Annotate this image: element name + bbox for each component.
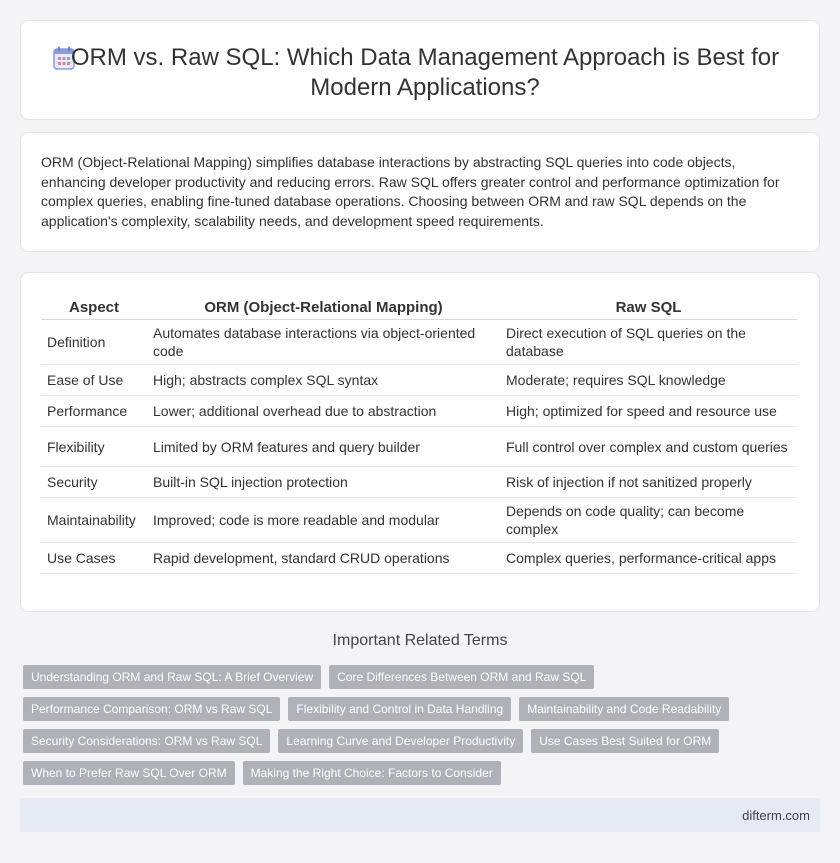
header-orm: ORM (Object-Relational Mapping)	[147, 293, 500, 320]
related-term-tag[interactable]: Use Cases Best Suited for ORM	[531, 729, 719, 753]
header-raw-sql: Raw SQL	[500, 293, 797, 320]
raw-sql-cell: Complex queries, performance-critical apps	[500, 543, 797, 574]
aspect-cell: Ease of Use	[41, 365, 147, 396]
site-link[interactable]: difterm.com	[742, 808, 810, 823]
raw-sql-cell: High; optimized for speed and resource use	[500, 396, 797, 427]
related-terms-list	[23, 665, 803, 793]
related-term-tag[interactable]: When to Prefer Raw SQL Over ORM	[23, 761, 235, 785]
aspect-cell: Security	[41, 467, 147, 498]
intro-card	[20, 132, 820, 252]
aspect-cell: Maintainability	[41, 498, 147, 543]
title-card	[20, 20, 820, 120]
related-term-tag[interactable]: Security Considerations: ORM vs Raw SQL	[23, 729, 270, 753]
raw-sql-cell: Risk of injection if not sanitized properly	[500, 467, 797, 498]
orm-cell: Automates database interactions via object-oriented code	[147, 320, 500, 365]
related-term-tag[interactable]: Making the Right Choice: Factors to Consider	[243, 761, 501, 785]
aspect-cell: Use Cases	[41, 543, 147, 574]
raw-sql-cell: Direct execution of SQL queries on the database	[500, 320, 797, 365]
table-row	[41, 396, 797, 427]
comparison-table	[41, 293, 797, 574]
orm-cell: High; abstracts complex SQL syntax	[147, 365, 500, 396]
raw-sql-cell: Full control over complex and custom queries	[500, 427, 797, 467]
intro-paragraph: ORM (Object-Relational Mapping) simplifies database interactions by abstracting SQL queries into code objects, enhancing developer productivity and reducing errors. Raw SQL offers greater control and performance optimization for complex queries, enabling fine-tuned database operations. Choosing between ORM and raw SQL depends on the application's complexity, scalability needs, and development speed requirements.	[41, 154, 780, 229]
orm-cell: Improved; code is more readable and modular	[147, 498, 500, 543]
comparison-card	[20, 272, 820, 612]
related-term-tag[interactable]: Learning Curve and Developer Productivity	[278, 729, 523, 753]
table-row	[41, 498, 797, 543]
related-term-tag[interactable]: Core Differences Between ORM and Raw SQL	[329, 665, 594, 689]
aspect-cell: Flexibility	[41, 427, 147, 467]
related-term-tag[interactable]: Understanding ORM and Raw SQL: A Brief Overview	[23, 665, 321, 689]
table-row	[41, 543, 797, 574]
table-row	[41, 365, 797, 396]
orm-cell: Rapid development, standard CRUD operations	[147, 543, 500, 574]
raw-sql-cell: Depends on code quality; can become complex	[500, 498, 797, 543]
related-term-tag[interactable]: Performance Comparison: ORM vs Raw SQL	[23, 697, 280, 721]
raw-sql-cell: Moderate; requires SQL knowledge	[500, 365, 797, 396]
page-title: ORM vs. Raw SQL: Which Data Management Approach is Best for Modern Applications?	[70, 44, 780, 101]
table-row	[41, 320, 797, 365]
orm-cell: Built-in SQL injection protection	[147, 467, 500, 498]
aspect-cell: Definition	[41, 320, 147, 365]
related-terms-heading: Important Related Terms	[332, 632, 508, 649]
orm-cell: Lower; additional overhead due to abstraction	[147, 396, 500, 427]
aspect-cell: Performance	[41, 396, 147, 427]
related-term-tag[interactable]: Maintainability and Code Readability	[519, 697, 729, 721]
table-row	[41, 467, 797, 498]
header-aspect: Aspect	[41, 293, 147, 320]
related-term-tag[interactable]: Flexibility and Control in Data Handling	[288, 697, 511, 721]
footer	[20, 798, 820, 832]
table-row	[41, 427, 797, 467]
orm-cell: Limited by ORM features and query builder	[147, 427, 500, 467]
